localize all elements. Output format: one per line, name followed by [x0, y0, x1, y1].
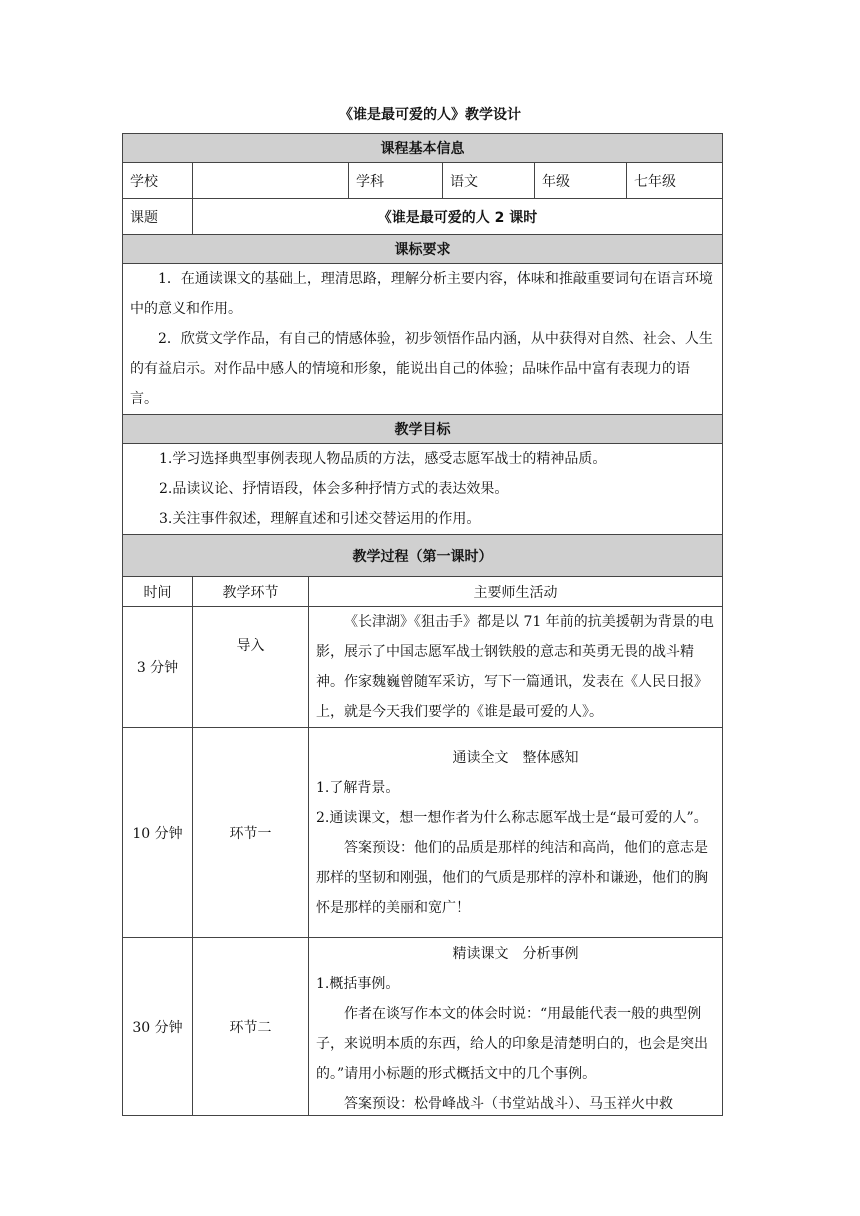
school-label: 学校 — [123, 163, 193, 199]
row-time: 3 分钟 — [123, 607, 193, 728]
objective-item: 3.关注事件叙述，理解直述和引述交替运用的作用。 — [159, 511, 481, 527]
activity-heading: 通读全文 整体感知 — [452, 749, 579, 766]
subject-label: 学科 — [349, 163, 443, 199]
objectives-content — [123, 444, 723, 535]
topic-value: 《谁是最可爱的人 2 课时 — [193, 199, 723, 235]
subject-value: 语文 — [443, 163, 535, 199]
process-header: 教学过程（第一课时） — [123, 535, 723, 577]
row-step: 环节一 — [193, 728, 309, 938]
process-row — [123, 938, 723, 1116]
activity-answer: 答案预设：松骨峰战斗（书堂站战斗）、马玉祥火中救 — [344, 1095, 673, 1112]
row-time: 10 分钟 — [123, 728, 193, 938]
process-row — [123, 728, 723, 938]
lesson-plan-table — [122, 133, 723, 1116]
activity-point: 1.了解背景。 — [316, 779, 400, 796]
col-time: 时间 — [123, 577, 193, 607]
process-column-headers — [123, 577, 723, 607]
col-activity: 主要师生活动 — [309, 577, 723, 607]
col-step: 教学环节 — [193, 577, 309, 607]
row-step: 环节二 — [193, 938, 309, 1116]
activity-quote: 作者在谈写作本文的体会时说：“用最能代表一般的典型例子，来说明本质的东西，给人的印象是清楚明白的，也会是突出的。”请用小标题的形式概括文中的几个事例。 — [316, 1005, 708, 1082]
objectives-header: 教学目标 — [123, 415, 723, 444]
row-activity — [309, 728, 723, 938]
activity-intro: 《长津湖》《狙击手》都是以 71 年前的抗美援朝为背景的电影，展示了中国志愿军战士钢铁般的意志和英勇无畏的战斗精神。作家魏巍曾随军采访，写下一篇通讯，发表在《人民日报》上，就是今天我们要学的《谁是最可爱的人》。 — [316, 614, 714, 720]
topic-row — [123, 199, 723, 235]
objective-item: 2.品读议论、抒情语段，体会多种抒情方式的表达效果。 — [159, 481, 509, 497]
activity-answer: 答案预设：他们的品质是那样的纯洁和高尚，他们的意志是那样的坚韧和刚强，他们的气质是那样的淳朴和谦逊，他们的胸怀是那样的美丽和宽广！ — [316, 839, 708, 916]
objective-item: 1.学习选择典型事例表现人物品质的方法，感受志愿军战士的精神品质。 — [159, 451, 607, 467]
row-activity — [309, 607, 723, 728]
activity-point: 1.概括事例。 — [316, 975, 400, 992]
grade-value: 七年级 — [627, 163, 723, 199]
standards-header: 课标要求 — [123, 235, 723, 264]
page-title: 《谁是最可爱的人》教学设计 — [339, 107, 521, 123]
standard-item: 1．在通读课文的基础上，理清思路，理解分析主要内容，体味和推敲重要词句在语言环境中的意义和作用。 — [130, 271, 713, 317]
activity-heading: 精读课文 分析事例 — [452, 945, 579, 962]
standard-item: 2．欣赏文学作品，有自己的情感体验，初步领悟作品内涵，从中获得对自然、社会、人生的有益启示。对作品中感人的情境和形象，能说出自己的体验；品味作品中富有表现力的语言。 — [130, 331, 713, 407]
school-row — [123, 163, 723, 199]
row-time: 30 分钟 — [123, 938, 193, 1116]
basic-info-header: 课程基本信息 — [123, 134, 723, 163]
grade-label: 年级 — [535, 163, 627, 199]
standards-content — [123, 264, 723, 415]
topic-label: 课题 — [123, 199, 193, 235]
school-value — [193, 163, 349, 199]
activity-point: 2.通读课文，想一想作者为什么称志愿军战士是“最可爱的人”。 — [316, 809, 708, 826]
row-activity — [309, 938, 723, 1116]
row-step: 导入 — [193, 607, 309, 728]
process-row — [123, 607, 723, 728]
